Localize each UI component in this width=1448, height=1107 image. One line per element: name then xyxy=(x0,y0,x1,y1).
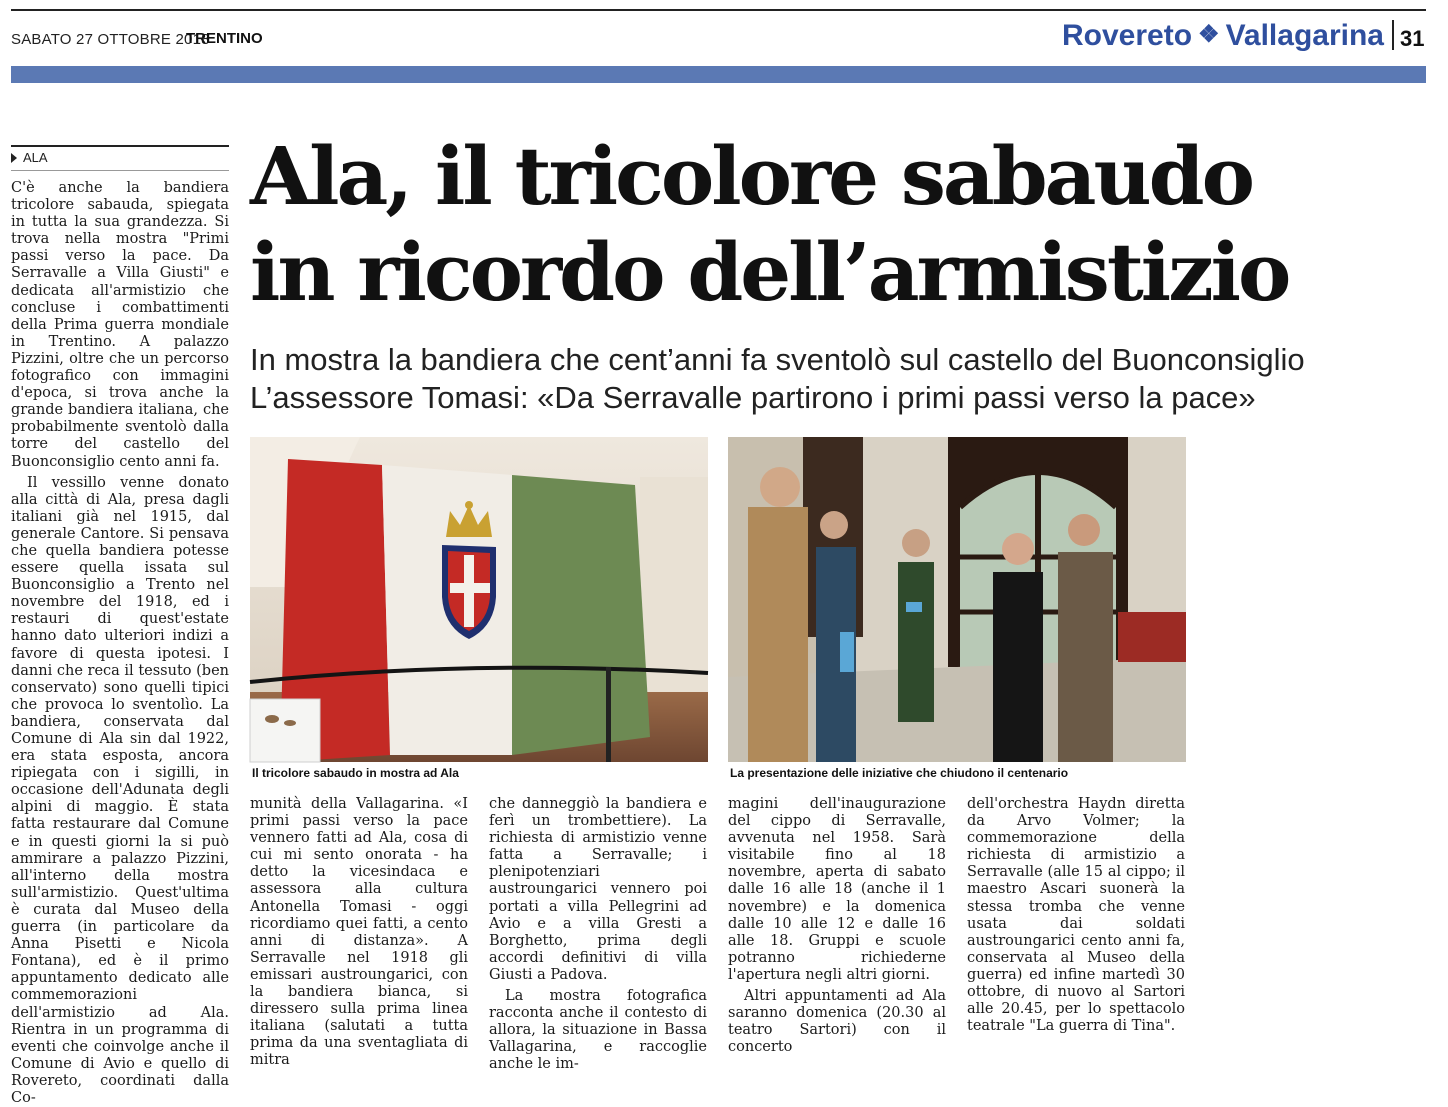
headline xyxy=(250,128,1430,320)
body-column-5 xyxy=(967,796,1185,1035)
photo-presentation xyxy=(728,437,1186,762)
headline-line-2: in ricordo dell’armistizio xyxy=(250,225,1289,319)
section-left: Rovereto xyxy=(1062,19,1193,52)
flag-photo-illustration xyxy=(250,437,708,762)
kicker-label: ALA xyxy=(23,150,48,165)
kicker-triangle-icon xyxy=(11,153,17,163)
headline-line-1: Ala, il tricolore sabaudo xyxy=(250,129,1252,223)
body-paragraph: C'è anche la bandiera tricolore sabauda, spiegata in tutta la sua grandezza. Si trova nella mostra "Primi passi verso la pace. Da Serravalle a Villa Giusti" e dedicata all'armistizio che concluse i combattimenti della Prima guerra mondiale in Trentino. A palazzo Pizzini, oltre che un percorso fotografico con immagini d'epoca, si trova anche la grande bandiera italiana, che probabilmente sventolò dalla torre del castello del Buonconsiglio cento anni fa. xyxy=(11,180,229,470)
body-column-2 xyxy=(250,796,468,1069)
top-rule xyxy=(11,9,1426,11)
subhead-line-1: In mostra la bandiera che cent’anni fa sventolò sul castello del Buonconsiglio xyxy=(250,342,1305,377)
body-paragraph: magini dell'inaugurazione del cippo di Serravalle, avvenuta nel 1958. Sarà visitabile fino al 18 novembre, aperta di sabato dalle 16 alle 18 (anche il 1 novembre) e la domenica dalle 10 alle 12 e dalle 16 alle 18. Gruppi e scuole potranno richiederne l'apertura negli altri giorni. xyxy=(728,796,946,983)
kicker-rule xyxy=(11,145,229,147)
subheadline xyxy=(250,341,1430,417)
photo-flag-caption: Il tricolore sabaudo in mostra ad Ala xyxy=(252,766,459,780)
body-paragraph: dell'orchestra Haydn diretta da Arvo Volmer; la commemorazione della richiesta di armistizio a Serravalle (alle 15 al cippo; il maestro Ascari suonerà la stessa tromba che venne usata dai soldati austroungarici cento anni fa, conservata al Museo della guerra) ed infine martedì 30 ottobre, di nuovo al Sartori alle 20.45, per lo spettacolo teatrale "La guerra di Tina". xyxy=(967,796,1185,1035)
kicker-underline xyxy=(11,170,229,171)
section-right: Vallagarina xyxy=(1225,19,1384,52)
body-column-3 xyxy=(489,796,707,1073)
body-column-4 xyxy=(728,796,946,1056)
page-number: 31 xyxy=(1400,26,1425,51)
presentation-photo-illustration xyxy=(728,437,1186,762)
photo-flag xyxy=(250,437,708,762)
body-column-1 xyxy=(11,180,229,1106)
body-paragraph: munità della Vallagarina. «I primi passi verso la pace vennero fatti ad Ala, cosa di cui mi sento onorata - ha detto la vicesindaca e assessora alla cultura Antonella Tomasi - oggi ricordiamo quei fatti, a cento anni di distanza». A Serravalle nel 1918 gli emissari austroungarici, con la bandiera bianca, si diressero sulla prima linea italiana (salutati a tutta prima da una sventagliata di mitra xyxy=(250,796,468,1069)
kicker xyxy=(11,150,48,165)
page-number-divider xyxy=(1392,20,1394,50)
section-title xyxy=(1062,19,1384,53)
body-paragraph: che danneggiò la bandiera e ferì un trombettiere). La richiesta di armistizio venne fatta a Serravalle; i plenipotenziari austroungarici vennero poi portati a villa Pellegrini ad Avio e a villa Gresti a Borghetto, prima degli accordi definitivi di villa Giusti a Padova. xyxy=(489,796,707,983)
diamond-ornament-icon: ❖ xyxy=(1198,21,1220,48)
photo-presentation-caption: La presentazione delle iniziative che chiudono il centenario xyxy=(730,766,1069,780)
body-paragraph: La mostra fotografica racconta anche il contesto di allora, la situazione in Bassa Vallagarina, e raccoglie anche le im- xyxy=(489,988,707,1073)
issue-date: SABATO 27 OTTOBRE 2018 xyxy=(11,31,210,48)
section-color-band xyxy=(11,66,1426,83)
subhead-line-2: L’assessore Tomasi: «Da Serravalle partirono i primi passi verso la pace» xyxy=(250,380,1256,415)
newspaper-name: TRENTINO xyxy=(186,30,263,47)
body-paragraph: Il vessillo venne donato alla città di Ala, presa dagli italiani già nel 1915, dal generale Cantore. Si pensava che quella bandiera potesse essere quella issata sul Buonconsiglio a Trento nel novembre del 1918, ed i restauri di quest'estate hanno dato ulteriori indizi a favore di questa ipotesi. I danni che reca il tessuto (ben conservato) sono quelli tipici che provoca lo sventolìo. La bandiera, conservata dal Comune di Ala sin dal 1922, era stata esposta, ancora ripiegata con i sigilli, in occasione dell'Adunata degli alpini di maggio. È stata fatta restaurare dal Comune e in questi giorni la si può ammirare a palazzo Pizzini, all'interno della mostra sull'armistizio. Quest'ultima è curata dal Museo della guerra (in particolare da Anna Pisetti e Nicola Fontana), ed è il primo appuntamento dedicato alle commemorazioni dell'armistizio ad Ala. Rientra in un programma di eventi che coinvolge anche il Comune di Avio e quello di Rovereto, coordinati dalla Co- xyxy=(11,474,229,1106)
body-paragraph: Altri appuntamenti ad Ala saranno domenica (20.30 al teatro Sartori) con il concerto xyxy=(728,988,946,1056)
